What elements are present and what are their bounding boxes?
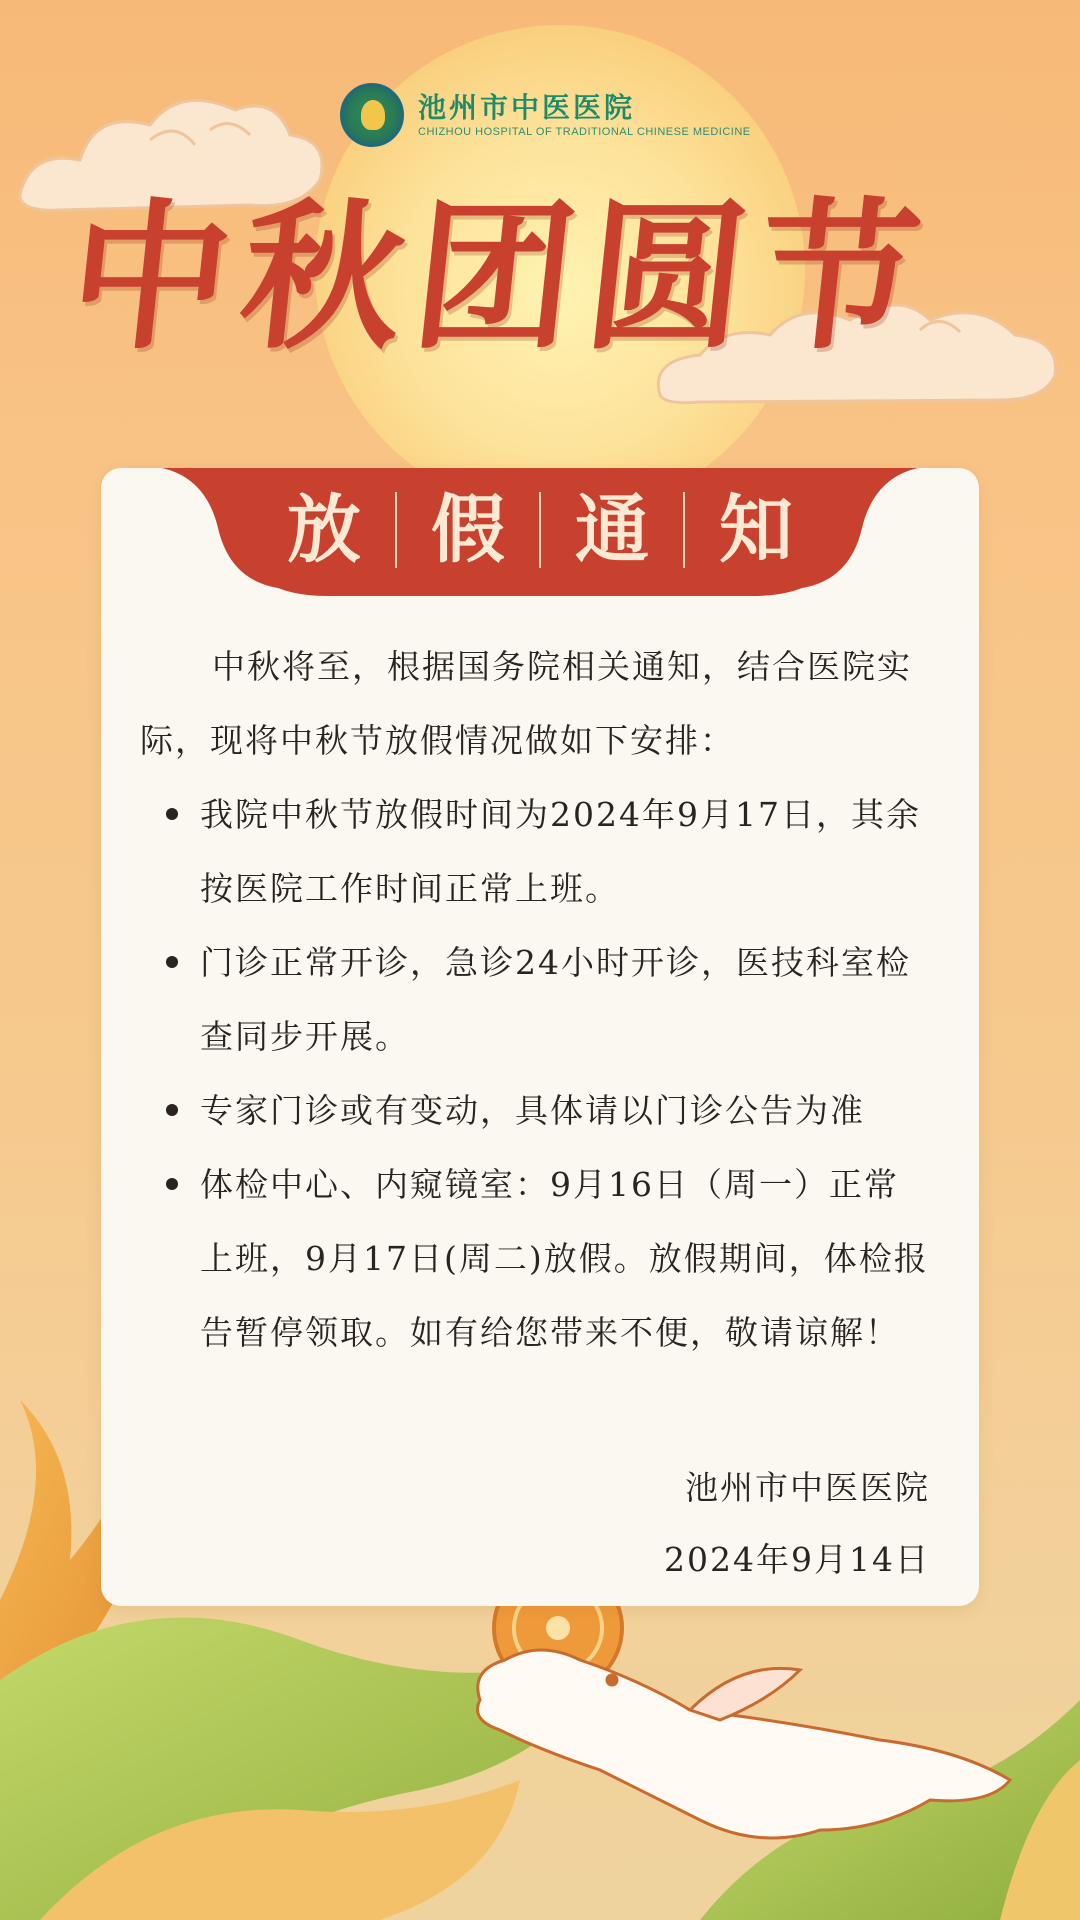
list-item-text: 门诊正常开诊，急诊24小时开诊，医技科室检查同步开展。 [200,943,911,1056]
list-item [140,926,930,1074]
headline-title: 中秋团圆节 [60,184,941,371]
bullet-icon [166,1104,178,1116]
hospital-logo [340,82,751,148]
hospital-name-cn: 池州市中医医院 [418,91,636,124]
list-item-text: 专家门诊或有变动，具体请以门诊公告为准 [200,1091,865,1130]
banner-char: 放 [287,487,361,573]
bullet-icon [166,808,178,820]
signature-org: 池州市中医医院 [685,1468,930,1507]
hospital-emblem-icon [340,83,404,147]
notice-list [140,778,930,1370]
list-item-text: 体检中心、内窥镜室：9月16日（周一）正常上班，9月17日(周二)放假。放假期间，体检报告暂停领取。如有给您带来不便，敬请谅解！ [200,1165,929,1352]
bullet-icon [166,1178,178,1190]
notice-intro: 中秋将至，根据国务院相关通知，结合医院实际，现将中秋节放假情况做如下安排： [140,647,912,760]
signature-block [530,1452,930,1596]
hospital-logo-text [418,91,751,139]
list-item [140,778,930,926]
notice-banner [162,468,918,596]
banner-char: 知 [719,487,793,573]
notice-content [140,630,930,1370]
list-item [140,1074,930,1148]
bullet-icon [166,956,178,968]
banner-char: 通 [575,487,649,573]
list-item-text: 我院中秋节放假时间为2024年9月17日，其余按医院工作时间正常上班。 [200,795,921,908]
list-item [140,1148,930,1370]
signature-date: 2024年9月14日 [664,1540,930,1579]
banner-title [162,468,918,596]
banner-char: 假 [431,487,505,573]
hospital-name-en: CHIZHOU HOSPITAL OF TRADITIONAL CHINESE MEDICINE [418,126,751,138]
